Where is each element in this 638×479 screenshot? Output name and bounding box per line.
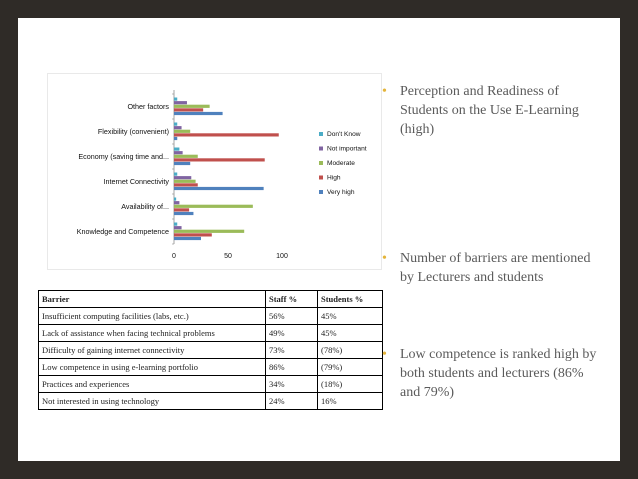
bullet-dot-icon: • [382, 251, 387, 266]
bar-not-important-3 [174, 151, 183, 154]
table-cell-students: 16% [318, 393, 383, 410]
bullet-text: Low competence is ranked high by both students and lecturers (86% and 79%) [400, 347, 597, 400]
table-row [39, 308, 383, 325]
bar-not-important-5 [174, 101, 187, 104]
bullet-item-competence [382, 345, 597, 402]
bullet-text: Number of barriers are mentioned by Lecturers and students [400, 251, 591, 285]
bar-high-2 [174, 183, 198, 186]
bar-high-4 [174, 133, 279, 136]
bar-don-t-know-2 [174, 173, 177, 176]
bullet-item-readiness [382, 82, 597, 139]
bar-high-5 [174, 108, 203, 111]
table-cell-students: (78%) [318, 342, 383, 359]
bar-moderate-5 [174, 105, 210, 108]
table-cell-barrier: Insufficient computing facilities (labs, etc.) [39, 308, 266, 325]
table-cell-staff: 73% [266, 342, 318, 359]
legend-swatch [319, 190, 323, 194]
bullet-text: Perception and Readiness of Students on the Use E-Learning (high) [400, 84, 579, 137]
bullet-dot-icon: • [382, 84, 387, 99]
category-label: Knowledge and Competence [76, 227, 169, 236]
bar-moderate-4 [174, 130, 190, 133]
bar-very-high-2 [174, 187, 264, 190]
table-cell-barrier: Not interested in using technology [39, 393, 266, 410]
bar-moderate-1 [174, 205, 253, 208]
legend-label: High [327, 174, 341, 182]
table-cell-students: 45% [318, 308, 383, 325]
category-label: Other factors [127, 102, 169, 111]
bar-don-t-know-0 [174, 223, 177, 226]
barriers-table [38, 290, 383, 410]
table-row [39, 342, 383, 359]
bar-very-high-4 [174, 137, 177, 140]
bar-very-high-0 [174, 237, 201, 240]
header-staff: Staff % [266, 291, 318, 308]
bar-very-high-5 [174, 112, 223, 115]
bullet-item-barriers [382, 249, 597, 287]
bar-very-high-1 [174, 212, 193, 215]
table-cell-students: 45% [318, 325, 383, 342]
legend-swatch [319, 147, 323, 151]
table-cell-staff: 86% [266, 359, 318, 376]
table-cell-staff: 34% [266, 376, 318, 393]
header-students: Students % [318, 291, 383, 308]
bar-high-1 [174, 208, 189, 211]
category-label: Economy (saving time and... [78, 152, 169, 161]
table-row [39, 376, 383, 393]
legend-label: Very high [327, 189, 355, 196]
x-tick-label: 100 [276, 253, 288, 260]
bar-don-t-know-5 [174, 98, 177, 101]
bar-moderate-3 [174, 155, 198, 158]
x-tick-label: 0 [172, 253, 176, 260]
header-barrier: Barrier [39, 291, 266, 308]
bar-not-important-2 [174, 176, 191, 179]
bar-chart-svg [48, 74, 381, 269]
table-cell-staff: 56% [266, 308, 318, 325]
table-cell-barrier: Practices and experiences [39, 376, 266, 393]
category-label: Flexibility (convenient) [97, 127, 169, 136]
bullet-dot-icon: • [382, 347, 387, 362]
table-header-row [39, 291, 383, 308]
bar-high-0 [174, 233, 212, 236]
bar-not-important-1 [174, 201, 179, 204]
legend-label: Moderate [327, 160, 355, 167]
bar-chart [47, 73, 382, 270]
table-cell-barrier: Difficulty of gaining internet connectivity [39, 342, 266, 359]
bar-moderate-2 [174, 180, 196, 183]
legend-swatch [319, 132, 323, 136]
bar-don-t-know-4 [174, 123, 177, 126]
table-cell-staff: 24% [266, 393, 318, 410]
bar-moderate-0 [174, 230, 244, 233]
legend-label: Not important [327, 145, 367, 153]
table-cell-barrier: Lack of assistance when facing technical problems [39, 325, 266, 342]
table-row [39, 359, 383, 376]
bar-high-3 [174, 158, 265, 161]
table-cell-staff: 49% [266, 325, 318, 342]
bar-don-t-know-3 [174, 148, 179, 151]
legend-swatch [319, 176, 323, 180]
legend-label: Don't Know [327, 131, 361, 138]
legend-swatch [319, 161, 323, 165]
table-cell-students: (18%) [318, 376, 383, 393]
category-label: Availability of... [121, 202, 169, 211]
table-row [39, 393, 383, 410]
category-label: Internet Connectivity [103, 177, 169, 186]
bar-don-t-know-1 [174, 198, 176, 201]
bar-very-high-3 [174, 162, 190, 165]
table-row [39, 325, 383, 342]
table-cell-barrier: Low competence in using e-learning portfolio [39, 359, 266, 376]
bar-not-important-0 [174, 226, 182, 229]
table-cell-students: (79%) [318, 359, 383, 376]
x-tick-label: 50 [224, 253, 232, 260]
bar-not-important-4 [174, 126, 182, 129]
